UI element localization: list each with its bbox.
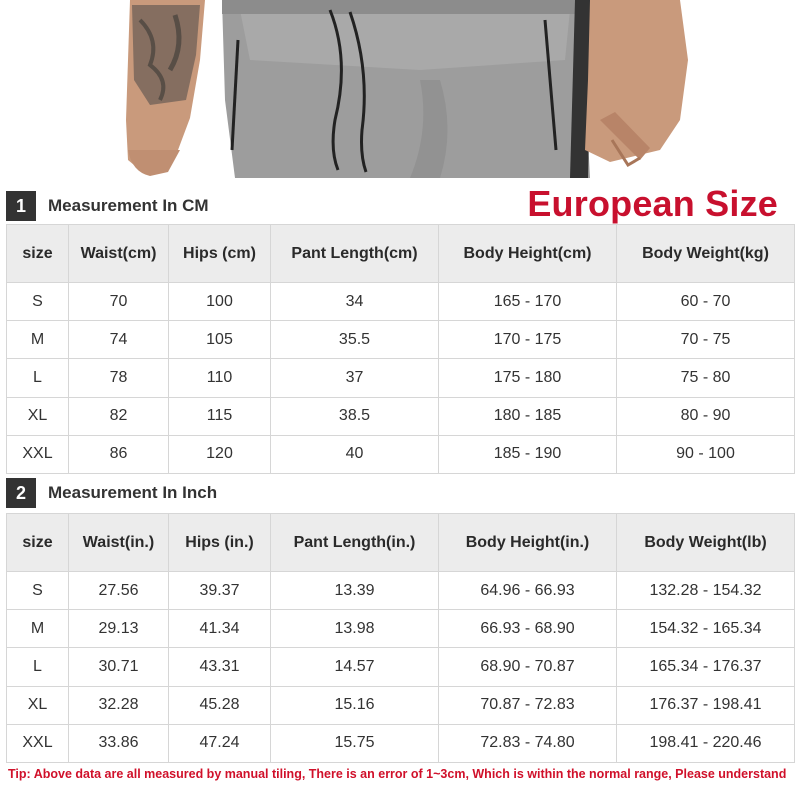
table-row [7, 359, 795, 397]
table-cell: 170 - 175 [439, 321, 617, 359]
table-cell: 14.57 [271, 648, 439, 686]
table-cell: 38.5 [271, 397, 439, 435]
table-cell: 165 - 170 [439, 283, 617, 321]
table-cell: 13.98 [271, 610, 439, 648]
table-cell: 78 [69, 359, 169, 397]
product-photo-illustration [0, 0, 800, 178]
table-cell: 37 [271, 359, 439, 397]
column-header: Waist(in.) [69, 514, 169, 572]
table-cell: 60 - 70 [617, 283, 795, 321]
table-header-row [7, 225, 795, 283]
size-cell: S [7, 572, 69, 610]
table-cell: 32.28 [69, 686, 169, 724]
size-cell: XXL [7, 435, 69, 473]
table-cell: 105 [169, 321, 271, 359]
size-cell: M [7, 321, 69, 359]
table-cell: 115 [169, 397, 271, 435]
table-cell: 45.28 [169, 686, 271, 724]
section-number-badge: 2 [6, 478, 36, 508]
european-size-label: European Size [527, 183, 778, 224]
table-cell: 82 [69, 397, 169, 435]
table-cell: 34 [271, 283, 439, 321]
product-photo [0, 0, 800, 178]
table-cell: 132.28 - 154.32 [617, 572, 795, 610]
table-cell: 33.86 [69, 724, 169, 762]
table-cell: 35.5 [271, 321, 439, 359]
column-header: Body Height(in.) [439, 514, 617, 572]
table-cell: 120 [169, 435, 271, 473]
table-cell: 74 [69, 321, 169, 359]
section-header-inch [6, 478, 217, 508]
table-cell: 43.31 [169, 648, 271, 686]
table-row [7, 572, 795, 610]
column-header: Waist(cm) [69, 225, 169, 283]
size-cell: S [7, 283, 69, 321]
table-cell: 13.39 [271, 572, 439, 610]
column-header: Pant Length(in.) [271, 514, 439, 572]
measurement-tip: Tip: Above data are all measured by manual tiling, There is an error of 1~3cm, Which is within the normal range, Please understand [8, 767, 787, 781]
table-row [7, 686, 795, 724]
table-row [7, 321, 795, 359]
column-header: Pant Length(cm) [271, 225, 439, 283]
table-cell: 70 [69, 283, 169, 321]
table-row [7, 397, 795, 435]
table-cell: 165.34 - 176.37 [617, 648, 795, 686]
table-cell: 90 - 100 [617, 435, 795, 473]
table-cell: 64.96 - 66.93 [439, 572, 617, 610]
table-cell: 66.93 - 68.90 [439, 610, 617, 648]
size-cell: M [7, 610, 69, 648]
table-cell: 40 [271, 435, 439, 473]
table-cell: 15.75 [271, 724, 439, 762]
section-title: Measurement In Inch [48, 483, 218, 502]
table-cell: 68.90 - 70.87 [439, 648, 617, 686]
section-header-cm [6, 191, 209, 221]
table-cell: 154.32 - 165.34 [617, 610, 795, 648]
table-cell: 15.16 [271, 686, 439, 724]
size-table-cm [6, 224, 795, 474]
table-cell: 176.37 - 198.41 [617, 686, 795, 724]
table-row [7, 435, 795, 473]
table-cell: 180 - 185 [439, 397, 617, 435]
table-cell: 70.87 - 72.83 [439, 686, 617, 724]
column-header: Hips (cm) [169, 225, 271, 283]
table-cell: 185 - 190 [439, 435, 617, 473]
column-header: Body Weight(kg) [617, 225, 795, 283]
table-cell: 110 [169, 359, 271, 397]
column-header: Body Height(cm) [439, 225, 617, 283]
column-header: size [7, 225, 69, 283]
table-cell: 100 [169, 283, 271, 321]
table-cell: 29.13 [69, 610, 169, 648]
table-row [7, 724, 795, 762]
table-cell: 75 - 80 [617, 359, 795, 397]
table-cell: 198.41 - 220.46 [617, 724, 795, 762]
size-cell: XL [7, 686, 69, 724]
size-cell: XL [7, 397, 69, 435]
table-cell: 30.71 [69, 648, 169, 686]
size-cell: XXL [7, 724, 69, 762]
table-cell: 47.24 [169, 724, 271, 762]
column-header: Hips (in.) [169, 514, 271, 572]
size-cell: L [7, 359, 69, 397]
table-row [7, 648, 795, 686]
table-cell: 80 - 90 [617, 397, 795, 435]
column-header: size [7, 514, 69, 572]
table-cell: 27.56 [69, 572, 169, 610]
table-cell: 175 - 180 [439, 359, 617, 397]
table-cell: 86 [69, 435, 169, 473]
table-row [7, 610, 795, 648]
table-cell: 70 - 75 [617, 321, 795, 359]
section-title: Measurement In CM [48, 196, 209, 215]
table-header-row [7, 514, 795, 572]
size-table-inch [6, 513, 795, 763]
column-header: Body Weight(lb) [617, 514, 795, 572]
table-cell: 39.37 [169, 572, 271, 610]
table-cell: 41.34 [169, 610, 271, 648]
size-cell: L [7, 648, 69, 686]
section-number-badge: 1 [6, 191, 36, 221]
table-cell: 72.83 - 74.80 [439, 724, 617, 762]
table-row [7, 283, 795, 321]
